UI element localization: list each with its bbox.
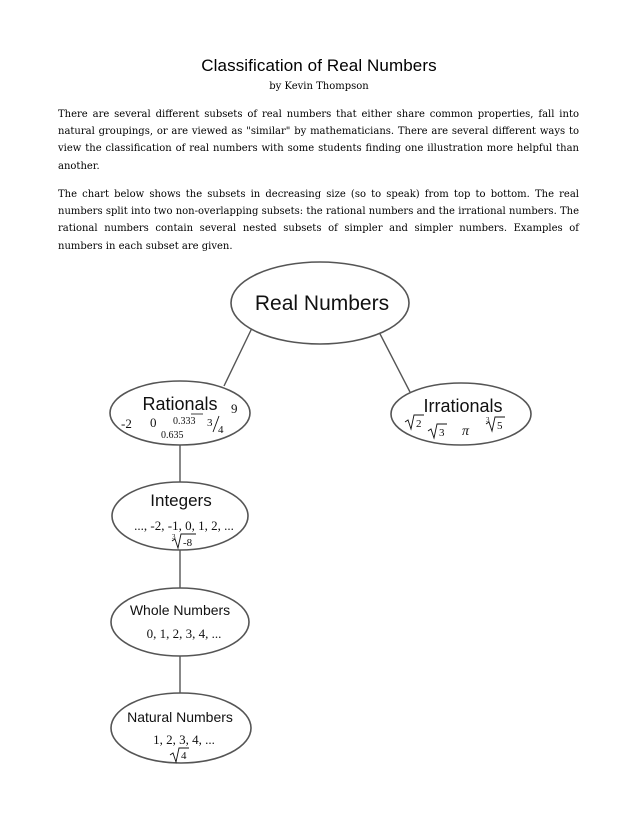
- rationals-fraction-denominator: 4: [218, 424, 224, 436]
- page-title: Classification of Real Numbers: [201, 56, 437, 75]
- natural-numbers-example-list: 1, 2, 3, 4, ...: [153, 732, 215, 747]
- node-natural-numbers: [111, 693, 251, 763]
- edge-real-rationals: [224, 328, 252, 386]
- rationals-fraction-numerator: 3: [207, 417, 213, 429]
- rationals-example-neg-two: -2: [121, 416, 132, 431]
- rationals-example-zero: 0: [150, 415, 157, 430]
- node-rationals-label: Rationals: [142, 394, 218, 414]
- node-integers-label: Integers: [150, 491, 212, 510]
- natural-numbers-example-sqrt-4: 4: [181, 750, 187, 762]
- node-whole-numbers-ellipse: [111, 588, 249, 656]
- whole-numbers-example-list: 0, 1, 2, 3, 4, ...: [146, 626, 222, 641]
- node-natural-numbers-label: Natural Numbers: [127, 709, 233, 725]
- author-line: by Kevin Thompson: [269, 81, 369, 92]
- node-whole-numbers-label: Whole Numbers: [129, 602, 231, 618]
- integers-example-list: ..., -2, -1, 0, 1, 2, ...: [134, 518, 234, 533]
- node-real-numbers: [231, 262, 409, 344]
- irrationals-example-sqrt-3: 3: [439, 427, 445, 439]
- irrationals-example-pi: π: [462, 424, 470, 439]
- chart-description-paragraph: The chart below shows the subsets in decreasing size (so to speak) from top to bottom. The real numbers split into two non-overlapping subsets: the rational numbers and the irrational numbers. The rational numbers contain several nested subsets of simpler and simpler numbers. Examples of numbers in each subset are given.: [58, 189, 579, 252]
- node-integers: [112, 482, 248, 550]
- irrationals-example-cbrt-5: 5: [497, 420, 503, 432]
- node-whole-numbers: [111, 588, 249, 656]
- rationals-example-nine: 9: [231, 401, 238, 416]
- node-irrationals: [391, 383, 531, 445]
- node-rationals: [110, 381, 250, 445]
- rationals-example-decimal: 0.635: [161, 430, 184, 441]
- irrationals-example-sqrt-2: 2: [416, 418, 422, 430]
- integers-cube-root-index: 3: [172, 533, 176, 541]
- integers-example-cbrt-neg-8: -8: [183, 537, 193, 549]
- node-irrationals-label: Irrationals: [423, 396, 503, 416]
- intro-paragraph: There are several different subsets of real numbers that either share common properties, fall into natural groupings, or are viewed as "similar" by mathematicians. There are several different ways to view the classification of real numbers with some students finding one illustration more helpful than another.: [58, 109, 579, 172]
- irrationals-cube-root-index: 3: [486, 416, 490, 424]
- rationals-example-repeating-decimal: 0.333: [173, 416, 196, 427]
- node-real-numbers-label: Real Numbers: [254, 292, 390, 315]
- edge-real-irrationals: [378, 330, 410, 392]
